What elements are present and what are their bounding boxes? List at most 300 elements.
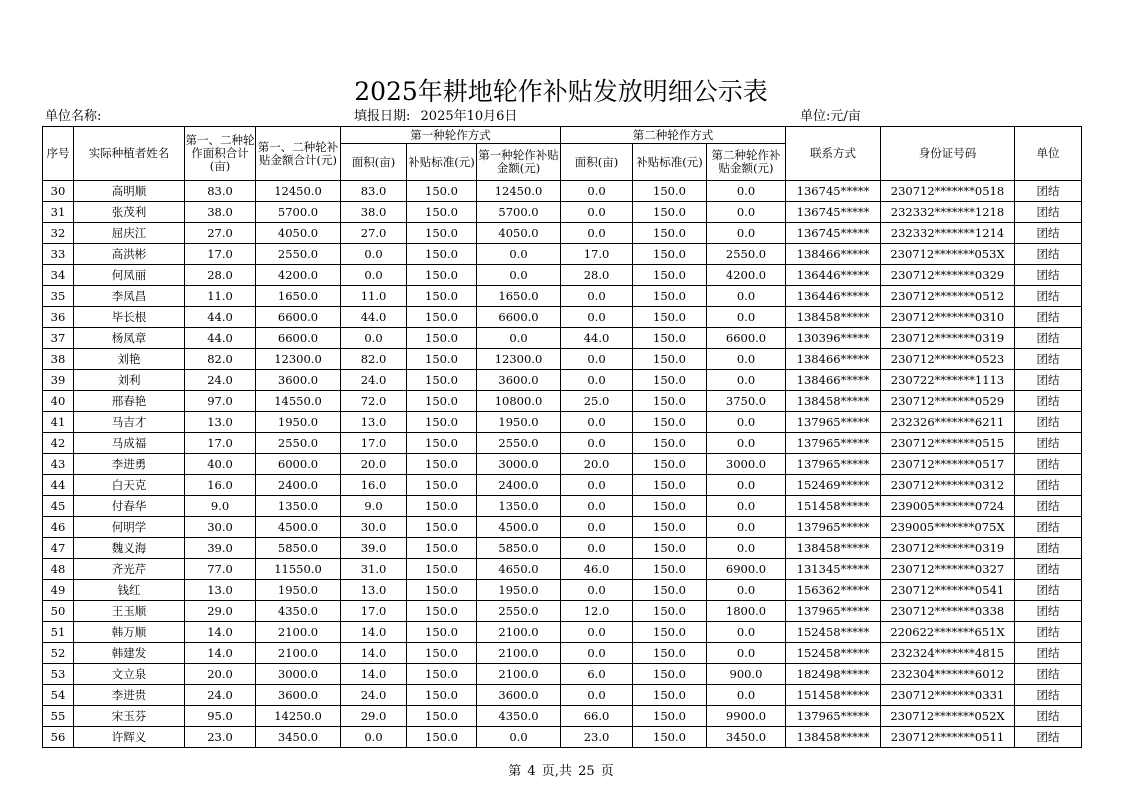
cell-area-2: 0.0 [561,307,633,328]
cell-id: 230712*******0541 [881,580,1015,601]
cell-total-area: 44.0 [185,307,256,328]
cell-seq: 48 [43,559,74,580]
cell-name: 白天克 [74,475,185,496]
cell-total-amount: 1950.0 [256,580,341,601]
cell-area-1: 44.0 [341,307,407,328]
cell-amount-1: 5700.0 [477,202,561,223]
cell-std-2: 150.0 [633,181,707,202]
cell-contact: 138466***** [786,244,881,265]
cell-seq: 32 [43,223,74,244]
cell-unit: 团结 [1015,685,1082,706]
cell-seq: 37 [43,328,74,349]
cell-name: 李凤昌 [74,286,185,307]
table-row [43,244,1082,265]
cell-total-area: 82.0 [185,349,256,370]
cell-name: 齐光芹 [74,559,185,580]
cell-total-area: 11.0 [185,286,256,307]
cell-area-1: 31.0 [341,559,407,580]
cell-contact: 136446***** [786,265,881,286]
table-row [43,181,1082,202]
cell-contact: 138458***** [786,538,881,559]
cell-std-2: 150.0 [633,622,707,643]
fill-date [354,109,517,125]
subsidy-table-wrapper [42,126,1082,748]
cell-total-amount: 2550.0 [256,433,341,454]
cell-name: 屈庆江 [74,223,185,244]
cell-seq: 56 [43,727,74,748]
cell-total-amount: 3000.0 [256,664,341,685]
cell-std-2: 150.0 [633,454,707,475]
cell-contact: 136745***** [786,202,881,223]
cell-total-area: 27.0 [185,223,256,244]
cell-total-area: 95.0 [185,706,256,727]
cell-area-2: 0.0 [561,643,633,664]
cell-seq: 31 [43,202,74,223]
cell-std-1: 150.0 [407,580,477,601]
cell-total-amount: 2400.0 [256,475,341,496]
cell-std-2: 150.0 [633,727,707,748]
cell-amount-2: 900.0 [707,664,786,685]
cell-amount-1: 0.0 [477,265,561,286]
header-total-amount: 第一、二种轮补贴金额合计(元) [256,127,341,181]
cell-name: 付春华 [74,496,185,517]
table-row [43,391,1082,412]
cell-seq: 51 [43,622,74,643]
subsidy-table [42,126,1082,748]
cell-unit: 团结 [1015,391,1082,412]
cell-total-area: 40.0 [185,454,256,475]
cell-unit: 团结 [1015,223,1082,244]
cell-seq: 39 [43,370,74,391]
table-row [43,706,1082,727]
cell-std-1: 150.0 [407,223,477,244]
cell-amount-1: 2100.0 [477,664,561,685]
cell-std-1: 150.0 [407,265,477,286]
cell-total-area: 17.0 [185,244,256,265]
cell-total-amount: 2100.0 [256,622,341,643]
cell-unit: 团结 [1015,580,1082,601]
cell-unit: 团结 [1015,181,1082,202]
cell-amount-1: 12300.0 [477,349,561,370]
table-row [43,664,1082,685]
cell-std-1: 150.0 [407,706,477,727]
cell-contact: 137965***** [786,517,881,538]
cell-amount-1: 2100.0 [477,643,561,664]
cell-amount-1: 12450.0 [477,181,561,202]
page-title: 2025年耕地轮作补贴发放明细公示表 [354,77,768,106]
footer-suffix: 页 [600,764,614,779]
cell-seq: 41 [43,412,74,433]
cell-total-amount: 6000.0 [256,454,341,475]
cell-std-1: 150.0 [407,727,477,748]
cell-seq: 55 [43,706,74,727]
cell-total-area: 13.0 [185,412,256,433]
cell-area-1: 20.0 [341,454,407,475]
cell-std-2: 150.0 [633,412,707,433]
cell-amount-1: 0.0 [477,328,561,349]
cell-std-2: 150.0 [633,307,707,328]
header-amount-2: 第二种轮作补贴金额(元) [707,144,786,181]
cell-name: 宋玉芬 [74,706,185,727]
cell-total-amount: 6600.0 [256,328,341,349]
cell-area-1: 38.0 [341,202,407,223]
cell-contact: 136446***** [786,286,881,307]
cell-std-1: 150.0 [407,601,477,622]
cell-id: 232332*******1214 [881,223,1015,244]
cell-area-1: 24.0 [341,370,407,391]
cell-seq: 52 [43,643,74,664]
cell-unit: 团结 [1015,643,1082,664]
cell-unit: 团结 [1015,706,1082,727]
cell-area-1: 30.0 [341,517,407,538]
cell-area-1: 72.0 [341,391,407,412]
table-row [43,265,1082,286]
cell-area-1: 0.0 [341,244,407,265]
cell-area-1: 29.0 [341,706,407,727]
cell-amount-2: 0.0 [707,307,786,328]
cell-area-2: 17.0 [561,244,633,265]
unit-label: 单位:元/亩 [800,109,861,124]
cell-contact: 136745***** [786,223,881,244]
cell-std-2: 150.0 [633,265,707,286]
cell-contact: 138466***** [786,349,881,370]
cell-total-amount: 2550.0 [256,244,341,265]
unit-name-label: 单位名称: [45,109,102,124]
cell-seq: 38 [43,349,74,370]
cell-total-area: 14.0 [185,622,256,643]
cell-amount-1: 3000.0 [477,454,561,475]
table-row [43,328,1082,349]
cell-name: 张茂利 [74,202,185,223]
header-area-2: 面积(亩) [561,144,633,181]
cell-area-2: 0.0 [561,433,633,454]
cell-amount-2: 0.0 [707,496,786,517]
cell-unit: 团结 [1015,307,1082,328]
cell-std-2: 150.0 [633,433,707,454]
cell-total-amount: 3600.0 [256,685,341,706]
cell-amount-1: 4050.0 [477,223,561,244]
cell-total-amount: 1950.0 [256,412,341,433]
cell-amount-1: 4350.0 [477,706,561,727]
cell-amount-2: 2550.0 [707,244,786,265]
cell-total-amount: 6600.0 [256,307,341,328]
cell-contact: 130396***** [786,328,881,349]
cell-total-amount: 1350.0 [256,496,341,517]
cell-unit: 团结 [1015,328,1082,349]
cell-area-2: 44.0 [561,328,633,349]
cell-amount-1: 1650.0 [477,286,561,307]
header-unit: 单位 [1015,127,1082,181]
cell-area-2: 0.0 [561,181,633,202]
cell-contact: 152458***** [786,622,881,643]
cell-std-1: 150.0 [407,643,477,664]
cell-std-1: 150.0 [407,328,477,349]
table-row [43,202,1082,223]
cell-name: 李进贵 [74,685,185,706]
cell-area-2: 66.0 [561,706,633,727]
cell-id: 239005*******0724 [881,496,1015,517]
cell-id: 232304*******6012 [881,664,1015,685]
cell-area-1: 82.0 [341,349,407,370]
cell-area-2: 0.0 [561,622,633,643]
cell-unit: 团结 [1015,496,1082,517]
cell-id: 230712*******0511 [881,727,1015,748]
cell-std-1: 150.0 [407,475,477,496]
cell-std-2: 150.0 [633,286,707,307]
cell-amount-1: 5850.0 [477,538,561,559]
cell-area-2: 0.0 [561,517,633,538]
cell-amount-1: 1350.0 [477,496,561,517]
cell-area-2: 0.0 [561,538,633,559]
cell-name: 李进勇 [74,454,185,475]
cell-id: 220622*******651X [881,622,1015,643]
cell-amount-1: 3600.0 [477,685,561,706]
cell-total-amount: 14550.0 [256,391,341,412]
cell-name: 韩建发 [74,643,185,664]
cell-std-1: 150.0 [407,685,477,706]
cell-unit: 团结 [1015,601,1082,622]
cell-id: 230712*******052X [881,706,1015,727]
cell-contact: 152458***** [786,643,881,664]
cell-amount-1: 2550.0 [477,601,561,622]
cell-amount-2: 0.0 [707,349,786,370]
cell-name: 刘艳 [74,349,185,370]
cell-area-2: 23.0 [561,727,633,748]
cell-id: 230712*******0312 [881,475,1015,496]
cell-id: 230712*******0512 [881,286,1015,307]
table-row [43,349,1082,370]
cell-area-1: 17.0 [341,433,407,454]
cell-std-2: 150.0 [633,475,707,496]
cell-std-1: 150.0 [407,559,477,580]
cell-contact: 138458***** [786,307,881,328]
cell-name: 马成福 [74,433,185,454]
cell-amount-2: 0.0 [707,580,786,601]
cell-unit: 团结 [1015,664,1082,685]
cell-contact: 151458***** [786,685,881,706]
cell-name: 文立泉 [74,664,185,685]
cell-amount-2: 0.0 [707,475,786,496]
cell-amount-2: 9900.0 [707,706,786,727]
cell-name: 高洪彬 [74,244,185,265]
cell-seq: 47 [43,538,74,559]
cell-seq: 54 [43,685,74,706]
cell-area-1: 27.0 [341,223,407,244]
cell-amount-2: 0.0 [707,622,786,643]
cell-contact: 137965***** [786,454,881,475]
cell-unit: 团结 [1015,559,1082,580]
cell-amount-1: 4650.0 [477,559,561,580]
cell-area-2: 25.0 [561,391,633,412]
cell-std-2: 150.0 [633,202,707,223]
cell-id: 239005*******075X [881,517,1015,538]
cell-total-area: 9.0 [185,496,256,517]
cell-std-2: 150.0 [633,664,707,685]
cell-seq: 36 [43,307,74,328]
page-footer [0,760,1122,779]
cell-unit: 团结 [1015,727,1082,748]
cell-id: 232326*******6211 [881,412,1015,433]
cell-area-2: 0.0 [561,202,633,223]
cell-std-2: 150.0 [633,538,707,559]
cell-std-1: 150.0 [407,286,477,307]
cell-std-2: 150.0 [633,370,707,391]
cell-total-amount: 4050.0 [256,223,341,244]
cell-std-2: 150.0 [633,517,707,538]
cell-std-1: 150.0 [407,370,477,391]
header-seq: 序号 [43,127,74,181]
table-row [43,433,1082,454]
cell-total-area: 17.0 [185,433,256,454]
cell-amount-1: 1950.0 [477,412,561,433]
cell-contact: 138458***** [786,391,881,412]
cell-area-2: 0.0 [561,286,633,307]
cell-name: 何明学 [74,517,185,538]
cell-id: 230712*******0310 [881,307,1015,328]
cell-contact: 137965***** [786,706,881,727]
cell-area-2: 0.0 [561,349,633,370]
cell-amount-2: 3000.0 [707,454,786,475]
cell-amount-2: 0.0 [707,370,786,391]
cell-contact: 136745***** [786,181,881,202]
cell-area-2: 0.0 [561,685,633,706]
cell-amount-2: 4200.0 [707,265,786,286]
cell-contact: 138458***** [786,727,881,748]
footer-total: 25 [578,764,595,779]
cell-total-area: 38.0 [185,202,256,223]
cell-name: 韩万顺 [74,622,185,643]
cell-total-area: 16.0 [185,475,256,496]
cell-id: 230712*******0331 [881,685,1015,706]
table-row [43,601,1082,622]
cell-total-area: 24.0 [185,685,256,706]
cell-name: 何凤丽 [74,265,185,286]
cell-amount-1: 2400.0 [477,475,561,496]
cell-area-1: 39.0 [341,538,407,559]
cell-std-1: 150.0 [407,391,477,412]
cell-area-1: 0.0 [341,265,407,286]
cell-area-1: 11.0 [341,286,407,307]
footer-page: 4 [527,764,536,779]
cell-std-1: 150.0 [407,664,477,685]
cell-amount-2: 0.0 [707,223,786,244]
cell-name: 毕长根 [74,307,185,328]
cell-id: 230712*******0319 [881,328,1015,349]
table-row [43,580,1082,601]
cell-total-area: 97.0 [185,391,256,412]
table-row [43,643,1082,664]
cell-id: 230712*******053X [881,244,1015,265]
cell-name: 王玉顺 [74,601,185,622]
cell-unit: 团结 [1015,412,1082,433]
cell-std-2: 150.0 [633,601,707,622]
cell-seq: 44 [43,475,74,496]
cell-std-2: 150.0 [633,580,707,601]
cell-unit: 团结 [1015,244,1082,265]
cell-amount-2: 1800.0 [707,601,786,622]
cell-std-1: 150.0 [407,307,477,328]
cell-total-area: 13.0 [185,580,256,601]
cell-area-1: 14.0 [341,622,407,643]
cell-seq: 30 [43,181,74,202]
cell-total-area: 20.0 [185,664,256,685]
table-row [43,517,1082,538]
cell-unit: 团结 [1015,475,1082,496]
cell-name: 马吉才 [74,412,185,433]
footer-prefix: 第 [508,764,522,779]
cell-amount-2: 0.0 [707,433,786,454]
cell-id: 230712*******0529 [881,391,1015,412]
cell-total-area: 39.0 [185,538,256,559]
cell-std-1: 150.0 [407,622,477,643]
header-total-area: 第一、二种轮作面积合计(亩) [185,127,256,181]
cell-amount-1: 2100.0 [477,622,561,643]
cell-std-1: 150.0 [407,496,477,517]
cell-seq: 53 [43,664,74,685]
cell-seq: 50 [43,601,74,622]
cell-name: 钱红 [74,580,185,601]
table-row [43,454,1082,475]
cell-seq: 34 [43,265,74,286]
cell-contact: 137965***** [786,433,881,454]
cell-std-1: 150.0 [407,433,477,454]
cell-amount-2: 0.0 [707,202,786,223]
cell-total-area: 44.0 [185,328,256,349]
cell-name: 杨凤章 [74,328,185,349]
cell-std-2: 150.0 [633,244,707,265]
cell-area-1: 13.0 [341,412,407,433]
cell-contact: 151458***** [786,496,881,517]
cell-amount-1: 4500.0 [477,517,561,538]
cell-id: 230712*******0523 [881,349,1015,370]
table-body [43,181,1082,748]
cell-name: 魏义海 [74,538,185,559]
header-name: 实际种植者姓名 [74,127,185,181]
cell-total-area: 24.0 [185,370,256,391]
cell-total-amount: 5700.0 [256,202,341,223]
cell-total-amount: 12450.0 [256,181,341,202]
table-row [43,559,1082,580]
cell-area-1: 83.0 [341,181,407,202]
table-row [43,370,1082,391]
cell-name: 高明顺 [74,181,185,202]
cell-total-area: 29.0 [185,601,256,622]
cell-amount-1: 2550.0 [477,433,561,454]
cell-unit: 团结 [1015,286,1082,307]
cell-id: 230712*******0518 [881,181,1015,202]
cell-std-2: 150.0 [633,349,707,370]
cell-unit: 团结 [1015,433,1082,454]
cell-area-2: 0.0 [561,496,633,517]
cell-seq: 40 [43,391,74,412]
cell-amount-1: 0.0 [477,727,561,748]
cell-unit: 团结 [1015,454,1082,475]
cell-unit: 团结 [1015,538,1082,559]
cell-std-2: 150.0 [633,643,707,664]
cell-seq: 45 [43,496,74,517]
cell-std-2: 150.0 [633,328,707,349]
cell-total-amount: 4500.0 [256,517,341,538]
cell-area-2: 46.0 [561,559,633,580]
fill-date-label: 填报日期: [354,109,411,124]
table-row [43,412,1082,433]
cell-name: 许辉义 [74,727,185,748]
cell-area-2: 0.0 [561,412,633,433]
cell-id: 230712*******0515 [881,433,1015,454]
cell-id: 230722*******1113 [881,370,1015,391]
cell-area-1: 0.0 [341,328,407,349]
fill-date-value: 2025年10月6日 [420,109,518,124]
